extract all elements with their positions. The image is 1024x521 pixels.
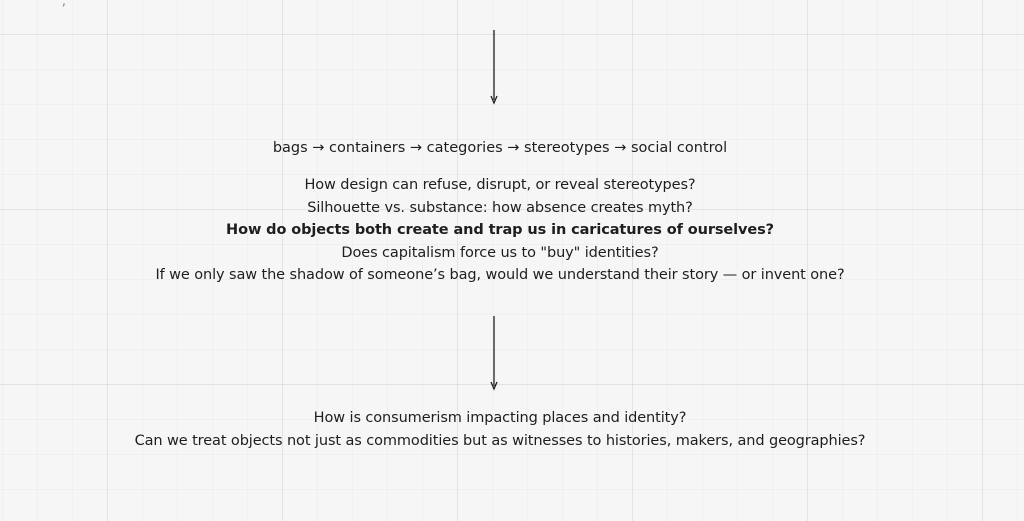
arrow-down-icon-top[interactable] [488, 30, 500, 106]
questions-block-2[interactable] [0, 407, 1000, 452]
questions-block-1[interactable] [0, 174, 1000, 287]
cropped-text-fragment: , [62, 0, 66, 8]
arrow-down-icon-middle[interactable] [488, 316, 500, 392]
question-line-bold: How do objects both create and trap us in caricatures of ourselves? [226, 222, 774, 238]
question-line: If we only saw the shadow of someone’s bag, would we understand their story — or invent one? [155, 267, 845, 283]
question-line: Can we treat objects not just as commodities but as witnesses to histories, makers, and geographies? [134, 432, 866, 449]
flow-line-text[interactable]: bags → containers → categories → stereotypes → social control [272, 140, 728, 156]
question-line: How design can refuse, disrupt, or reveal stereotypes? [304, 177, 696, 193]
question-line: How is consumerism impacting places and identity? [313, 410, 687, 426]
question-line: Silhouette vs. substance: how absence creates myth? [307, 199, 693, 216]
question-line: Does capitalism force us to "buy" identities? [341, 244, 659, 261]
